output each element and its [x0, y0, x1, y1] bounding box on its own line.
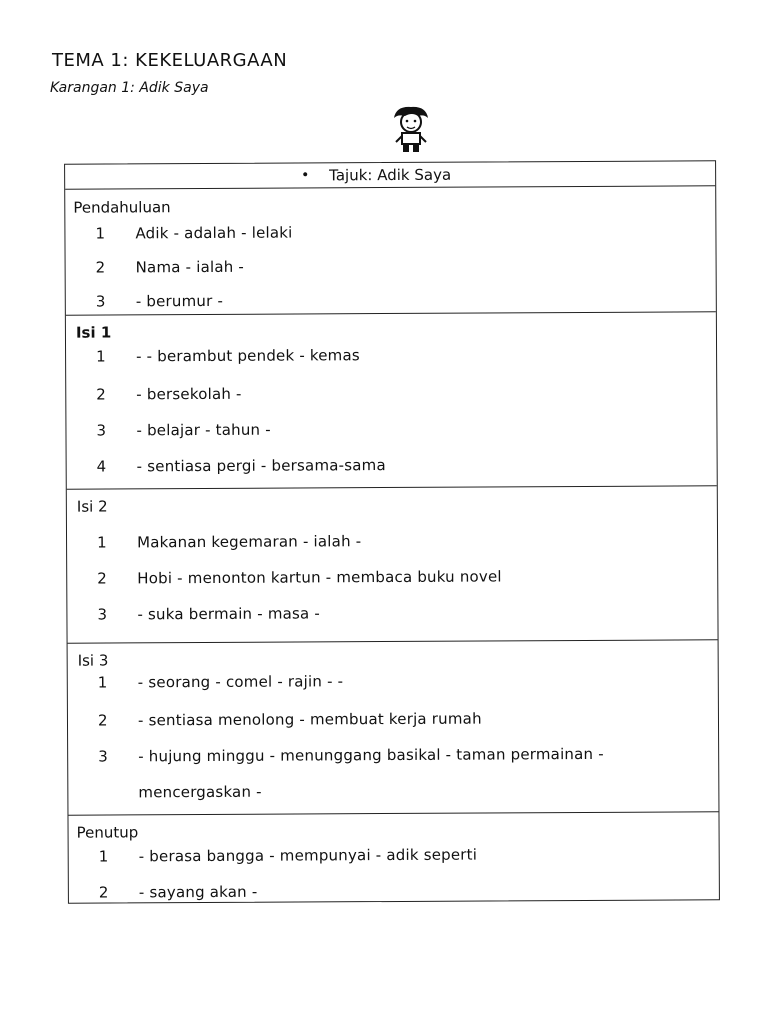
item-number: 2	[97, 711, 108, 730]
topic-title: Tajuk: Adik Saya	[329, 165, 452, 185]
section-heading: Isi 1	[75, 323, 112, 342]
section-heading: Penutup	[76, 823, 139, 842]
outline-item	[96, 385, 241, 404]
section-isi-3	[68, 639, 719, 815]
outline-item	[99, 883, 258, 902]
outline-item	[97, 456, 386, 476]
outline-item	[96, 346, 360, 365]
page-title: TEMA 1: KEKELUARGAAN	[52, 50, 288, 71]
section-heading: Pendahuluan	[73, 198, 171, 217]
item-text: - - berambut pendek - kemas	[136, 346, 360, 366]
outline-item	[97, 567, 502, 587]
section-penutup	[68, 811, 718, 903]
item-text: Makanan kegemaran - ialah -	[137, 532, 362, 552]
outline-item	[98, 745, 604, 766]
item-number: 3	[97, 605, 108, 624]
essay-outline-table	[64, 160, 720, 903]
item-number: 2	[97, 569, 107, 588]
section-heading: Isi 2	[76, 497, 108, 516]
section-isi-2	[67, 485, 718, 643]
item-text: - suka bermain - masa -	[137, 604, 321, 624]
outline-item	[98, 710, 482, 730]
section-pendahuluan	[65, 185, 716, 314]
topic-marker: •	[301, 167, 310, 184]
outline-item	[96, 292, 223, 311]
section-isi-1	[66, 311, 717, 489]
item-text: Adik - adalah - lelaki	[135, 223, 293, 243]
outline-item	[96, 258, 244, 277]
item-number: 1	[98, 847, 109, 866]
item-number: 3	[95, 292, 106, 311]
item-number: 4	[96, 457, 107, 476]
item-text: - sayang akan -	[138, 882, 258, 902]
item-number: 1	[96, 347, 106, 366]
outline-item	[98, 783, 261, 802]
item-text: mencergaskan -	[138, 782, 262, 802]
item-text: - berasa bangga - mempunyai - adik seperti	[138, 845, 478, 866]
outline-item	[98, 672, 344, 691]
item-number: 2	[96, 385, 106, 404]
item-text: - sentiasa pergi - bersama-sama	[136, 456, 386, 476]
item-text: - sentiasa menolong - membuat kerja rumah	[137, 709, 482, 730]
outline-item	[96, 421, 270, 440]
section-heading: Isi 3	[77, 651, 109, 670]
item-text: - berumur -	[135, 291, 224, 311]
outline-item	[99, 846, 477, 866]
item-number: 3	[98, 747, 108, 766]
item-number: 1	[95, 224, 106, 243]
outline-item	[97, 532, 361, 551]
item-number: 3	[96, 421, 107, 440]
item-text: Hobi - menonton kartun - membaca buku novel	[137, 567, 502, 588]
item-text: - bersekolah -	[136, 384, 242, 404]
child-clipart-icon	[388, 104, 434, 156]
item-text: Nama - ialah -	[135, 257, 245, 277]
page-subtitle: Karangan 1: Adik Saya	[50, 80, 209, 96]
item-text: - seorang - comel - rajin - -	[137, 672, 344, 692]
outline-item	[97, 604, 320, 623]
item-text: - hujung minggu - menunggang basikal - taman permainan -	[138, 744, 604, 766]
outline-item	[95, 224, 292, 243]
item-number: 1	[97, 673, 108, 692]
item-text: - belajar - tahun -	[136, 420, 271, 440]
item-number: 2	[98, 883, 109, 902]
item-number: 2	[95, 258, 106, 277]
item-number: 1	[97, 533, 107, 552]
